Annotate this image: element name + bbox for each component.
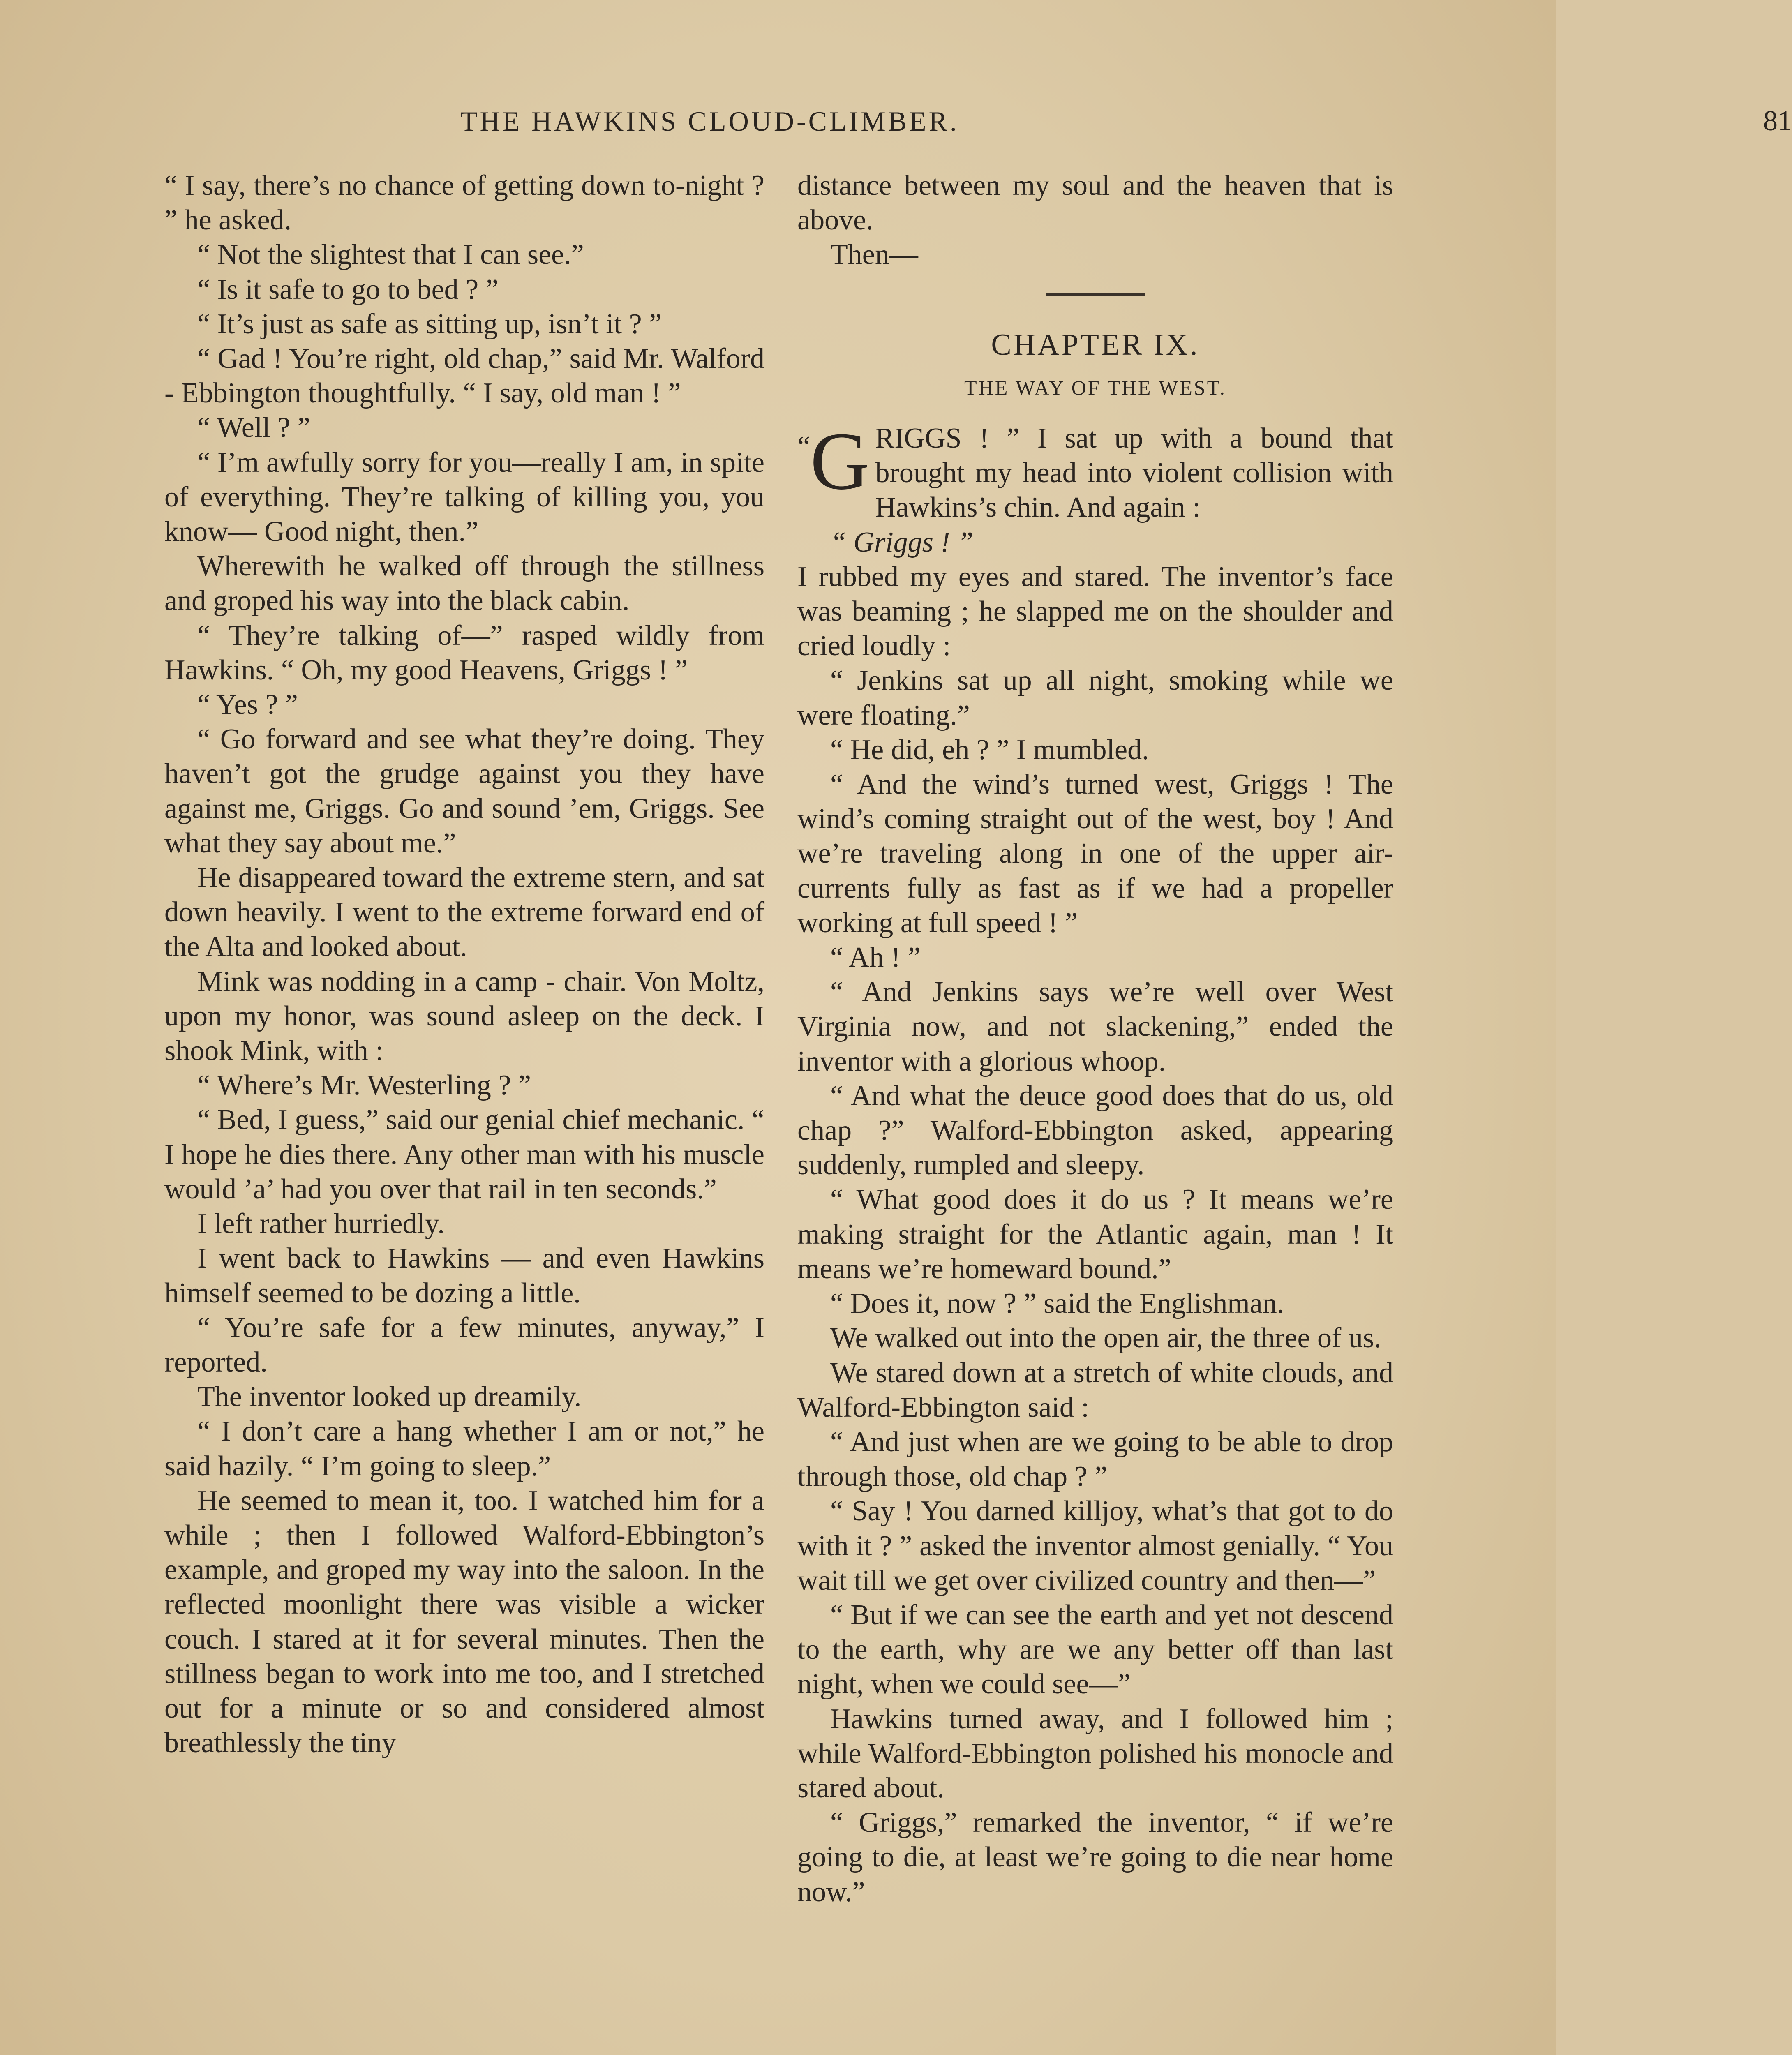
paragraph: “ They’re talking of—” rasped wildly from Hawkins. “ Oh, my good Heavens, Griggs ! ” — [164, 619, 764, 686]
paragraph: He disappeared toward the extreme stern, and sat down heavily. I went to the extreme forward end of the Alta and looked about. — [164, 862, 764, 963]
paragraph: “ I don’t care a hang whether I am or not,” he said hazily. “ I’m going to sleep.” — [164, 1415, 764, 1482]
paragraph: The inventor looked up dreamily. — [197, 1381, 582, 1413]
paragraph: “ Where’s Mr. Westerling ? ” — [197, 1069, 531, 1101]
page-header — [460, 103, 1792, 140]
paragraph: “ I say, there’s no chance of getting down to-night ? ” he asked. — [164, 170, 764, 236]
italic-line: “ Griggs ! ” — [830, 526, 974, 558]
paragraph: I left rather hurriedly. — [197, 1208, 445, 1240]
drop-cap: G — [810, 416, 870, 507]
paragraph: “ Ah ! ” — [830, 942, 921, 974]
chapter-subtitle: THE WAY OF THE WEST. — [964, 376, 1226, 399]
paragraph: “ Yes ? ” — [197, 689, 298, 721]
opening-quote: “ — [797, 431, 811, 463]
page-number: 81 — [1763, 105, 1792, 137]
paragraph: “ Griggs,” remarked the inventor, “ if we’re going to die, at least we’re going to die near home now.” — [797, 1807, 1393, 1908]
paragraph: “ Bed, I guess,” said our genial chief mechanic. “ I hope he dies there. Any other man with his muscle would ’a’ had you over that rail in ten seconds.” — [164, 1104, 765, 1205]
paragraph: I went back to Hawkins — and even Hawkins himself seemed to be dozing a little. — [164, 1242, 764, 1309]
paragraph: Wherewith he walked off through the stillness and groped his way into the black cabin. — [164, 550, 764, 617]
paragraph: “ Well ? ” — [197, 412, 310, 444]
opening-text: RIGGS ! ” I sat up with a bound that brought my head into violent collision with Hawkins’s chin. And again : — [875, 423, 1393, 524]
paragraph: Mink was nodding in a camp - chair. Von Moltz, upon my honor, was sound asleep on the deck. I shook Mink, with : — [164, 965, 764, 1067]
paragraph: “ And just when are we going to be able to drop through those, old chap ? ” — [797, 1426, 1393, 1493]
paragraph: “ Not the slightest that I can see.” — [197, 239, 584, 271]
paragraph: “ But if we can see the earth and yet not descend to the earth, why are we any better off than last night, when we could see—” — [797, 1599, 1393, 1700]
paragraph: “ Does it, now ? ” said the Englishman. — [830, 1288, 1284, 1320]
paragraph: I rubbed my eyes and stared. The inventor’s face was beaming ; he slapped me on the shoulder and cried loudly : — [797, 561, 1393, 662]
paragraph: “ Jenkins sat up all night, smoking while we were floating.” — [797, 665, 1393, 731]
right-column — [797, 169, 1393, 1910]
opening-paragraph — [797, 416, 1393, 525]
paragraph: Hawkins turned away, and I followed him ; while Walford-Ebbington polished his monocle and stared about. — [797, 1703, 1393, 1804]
paragraph: “ And what the deuce good does that do us, old chap ?” Walford-Ebbington asked, appearing suddenly, rumpled and sleepy. — [797, 1080, 1393, 1181]
paragraph: “ Gad ! You’re right, old chap,” said Mr. Walford - Ebbington thoughtfully. “ I say, old man ! ” — [164, 343, 764, 409]
paragraph: “ He did, eh ? ” I mumbled. — [830, 734, 1149, 766]
paragraph: “ Go forward and see what they’re doing. They haven’t got the grudge against you they have against me, Griggs. Go and sound ’em, Griggs. See what they say about me.” — [164, 723, 764, 859]
paragraph: “ And Jenkins says we’re well over West Virginia now, and not slackening,” ended the inventor with a glorious whoop. — [797, 976, 1393, 1077]
paragraph: “ What good does it do us ? It means we’re making straight for the Atlantic again, man ! It means we’re homeward bound.” — [797, 1184, 1393, 1285]
paragraph: “ It’s just as safe as sitting up, isn’t it ? ” — [197, 308, 662, 340]
paragraph: “ You’re safe for a few minutes, anyway,” I reported. — [164, 1312, 764, 1378]
left-column — [164, 169, 764, 1760]
section-divider — [1046, 293, 1145, 296]
running-title: THE HAWKINS CLOUD-CLIMBER. — [460, 106, 959, 137]
paragraph: “ Is it safe to go to bed ? ” — [197, 273, 499, 305]
continued-paragraph: distance between my soul and the heaven that is above. — [797, 170, 1393, 236]
paragraph: “ I’m awfully sorry for you—really I am, in spite of everything. They’re talking of killing you, you know— Good night, then.” — [164, 446, 764, 548]
paragraph: We walked out into the open air, the three of us. — [830, 1322, 1381, 1354]
paragraph: We stared down at a stretch of white clouds, and Walford-Ebbington said : — [797, 1357, 1393, 1423]
paragraph: “ Say ! You darned killjoy, what’s that got to do with it ? ” asked the inventor almost genially. “ You wait till we get over civilized country and then—” — [797, 1495, 1393, 1596]
paragraph — [797, 525, 1393, 560]
paragraph: “ And the wind’s turned west, Griggs ! The wind’s coming straight out of the west, boy ! And we’re traveling along in one of the upper air-currents fully as fast as if we had a propeller working at full speed ! ” — [797, 769, 1393, 939]
chapter-title: CHAPTER IX. — [991, 328, 1200, 362]
paragraph: He seemed to mean it, too. I watched him for a while ; then I followed Walford-Ebbington’s example, and groped my way into the saloon. In the reflected moonlight there was visible a wicker couch. I stared at it for several minutes. Then the stillness began to work into me too, and I stretched out for a minute or so and considered almost breathlessly the tiny — [164, 1485, 764, 1759]
then-line: Then— — [830, 239, 918, 271]
